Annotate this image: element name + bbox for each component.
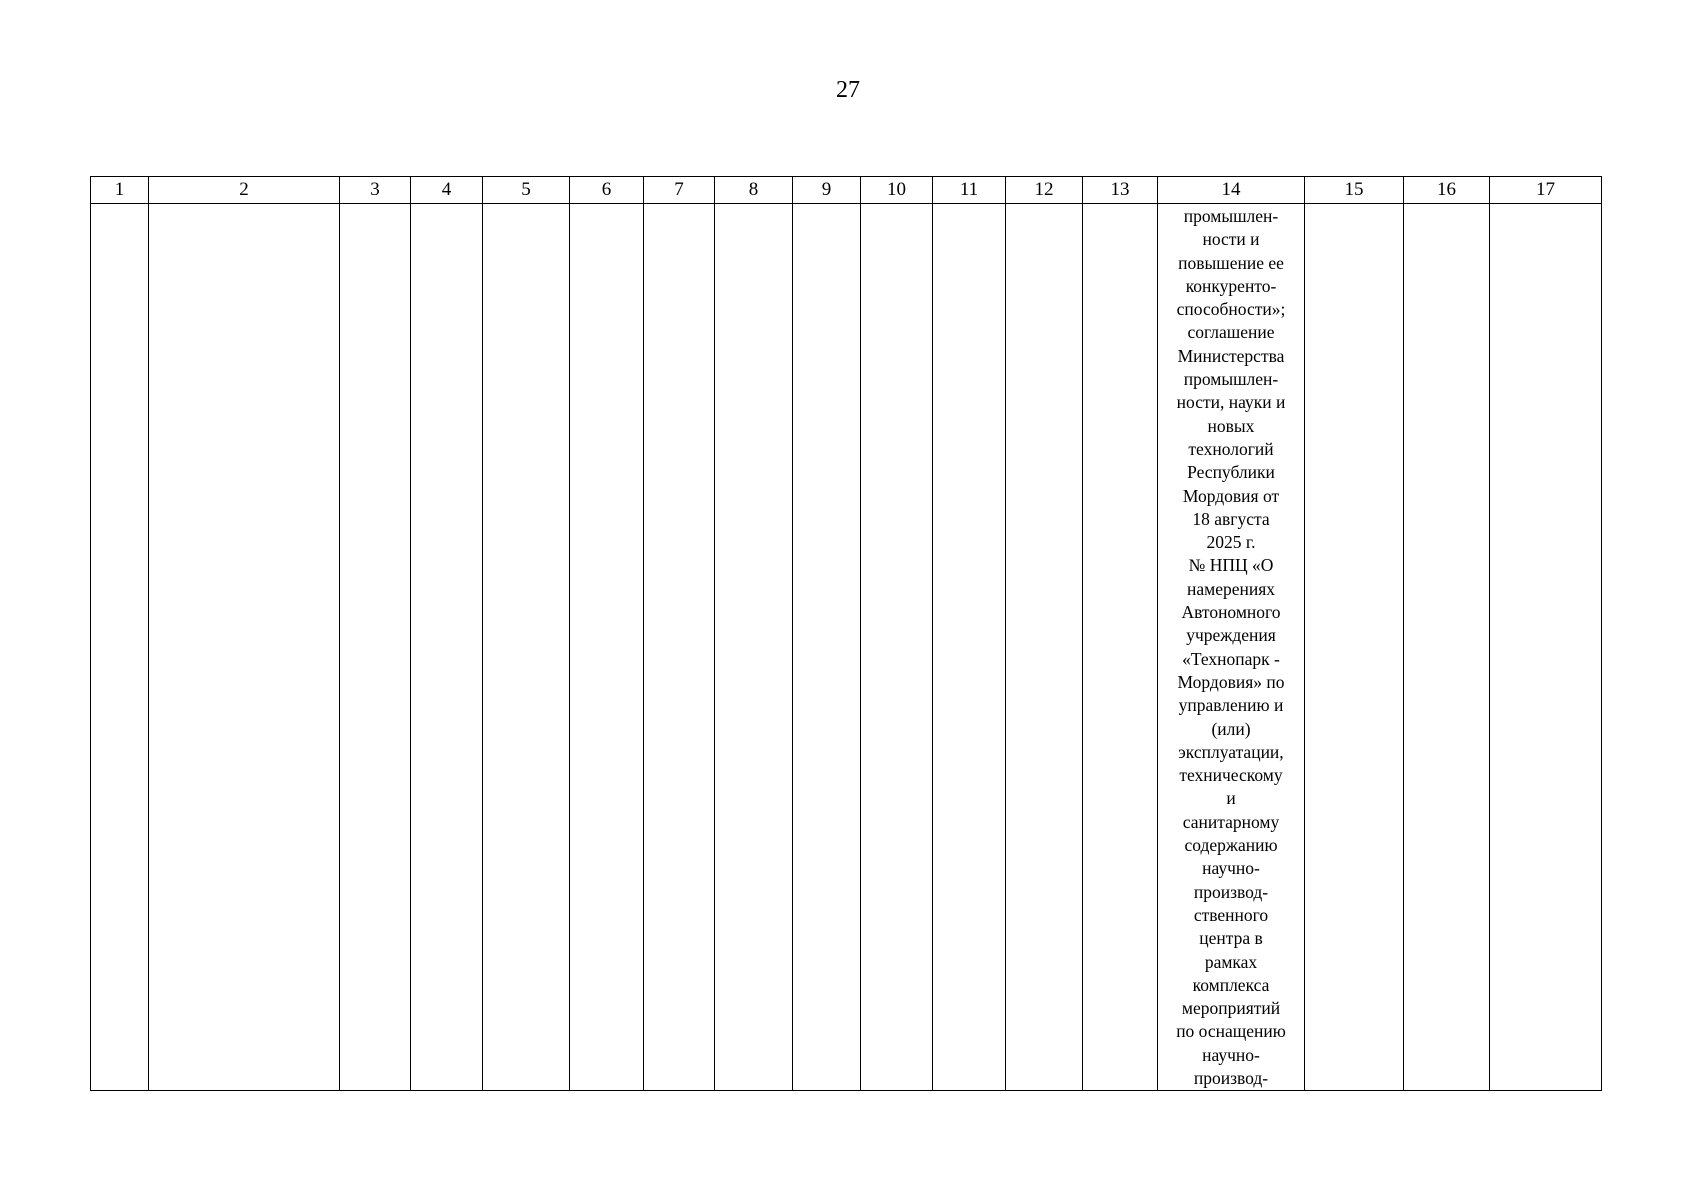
table-cell: [570, 204, 644, 1091]
text-line: ственного: [1193, 904, 1269, 925]
column-header: 11: [933, 177, 1006, 204]
table-cell: [933, 204, 1006, 1091]
text-line: производ-: [1193, 881, 1269, 902]
column-header: 6: [570, 177, 644, 204]
column-header: 15: [1305, 177, 1404, 204]
table-cell: [1490, 204, 1602, 1091]
column-header: 8: [715, 177, 793, 204]
text-line: конкуренто-: [1185, 275, 1277, 296]
table-cell: [1083, 204, 1158, 1091]
column-header: 5: [483, 177, 570, 204]
text-line: комплекса: [1192, 974, 1270, 995]
text-line: Министерства: [1177, 345, 1285, 366]
column-header: 2: [149, 177, 340, 204]
text-line: Мордовия от: [1182, 485, 1280, 506]
table-cell: [793, 204, 861, 1091]
data-table: [90, 176, 1602, 1091]
column-header: 12: [1006, 177, 1083, 204]
column-header: 4: [411, 177, 483, 204]
column-header: 10: [861, 177, 933, 204]
text-line: содержанию: [1184, 835, 1278, 856]
text-line: по оснащению: [1176, 1021, 1286, 1042]
text-line: соглашение: [1187, 322, 1275, 343]
page-number: 27: [836, 77, 860, 103]
table-cell: [340, 204, 411, 1091]
column-14-text: [1158, 204, 1304, 1090]
table-cell: [411, 204, 483, 1091]
column-header: 14: [1158, 177, 1305, 204]
text-line: Мордовия» по: [1177, 671, 1285, 692]
text-line: производ-: [1193, 1067, 1269, 1088]
table-cell: [91, 204, 149, 1091]
text-line: рамках: [1204, 951, 1258, 972]
text-line: центра в: [1199, 928, 1263, 949]
text-line: № НПЦ «О: [1188, 555, 1274, 576]
text-line: новых: [1207, 415, 1255, 436]
column-14-cell: [1158, 204, 1305, 1091]
text-line: ности и: [1202, 229, 1260, 250]
text-line: повышение ее: [1178, 252, 1284, 273]
text-line: промышлен-: [1183, 369, 1279, 390]
table-cell: [715, 204, 793, 1091]
text-line: промышлен-: [1183, 206, 1279, 226]
text-line: управлению и: [1178, 695, 1284, 716]
text-line: научно-: [1202, 858, 1260, 879]
table-cell: [861, 204, 933, 1091]
text-line: способности»;: [1176, 299, 1286, 320]
table-cell: [1006, 204, 1083, 1091]
table-cell: [483, 204, 570, 1091]
text-line: технологий: [1188, 438, 1274, 459]
text-line: (или): [1211, 718, 1251, 739]
text-line: научно-: [1202, 1044, 1260, 1065]
table-cell: [1305, 204, 1404, 1091]
column-header: 7: [644, 177, 715, 204]
text-line: Республики: [1187, 462, 1275, 483]
text-line: «Технопарк -: [1182, 648, 1280, 669]
column-header: 16: [1404, 177, 1490, 204]
column-header: 13: [1083, 177, 1158, 204]
header-row: [91, 177, 1602, 204]
text-line: эксплуатации,: [1178, 741, 1284, 762]
column-header: 9: [793, 177, 861, 204]
text-line: и: [1226, 788, 1236, 809]
text-line: намерениях: [1186, 578, 1276, 599]
table-cell: [1404, 204, 1490, 1091]
column-header: 3: [340, 177, 411, 204]
text-line: санитарному: [1182, 811, 1280, 832]
text-line: ности, науки и: [1176, 392, 1286, 413]
column-header: 1: [91, 177, 149, 204]
text-line: учреждения: [1186, 625, 1276, 646]
text-line: 18 августа: [1192, 508, 1270, 529]
table-cell: [149, 204, 340, 1091]
text-line: мероприятий: [1181, 998, 1281, 1019]
text-line: 2025 г.: [1206, 532, 1256, 553]
text-line: техническому: [1179, 765, 1283, 786]
text-line: Автономного: [1181, 602, 1281, 623]
table-row: [91, 204, 1602, 1091]
column-header: 17: [1490, 177, 1602, 204]
table-cell: [644, 204, 715, 1091]
